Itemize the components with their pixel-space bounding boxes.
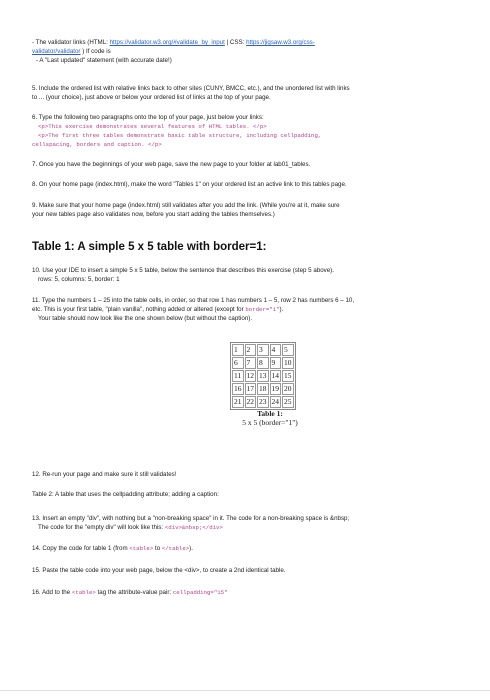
step12-line: 12. Re-run your page and make sure it still validates!: [32, 471, 177, 478]
step16-code-cellpadding: cellpadding="15": [172, 589, 228, 596]
table-cell: 21: [234, 397, 242, 406]
step6-code2: <p>The first three tables demonstrate basic table structure, including cellpadding,: [38, 132, 322, 139]
step14-code-open: <table>: [129, 545, 154, 552]
table-cell: 11: [232, 370, 244, 382]
bottom-divider: [0, 690, 490, 691]
step10-line1: 10. Use your IDE to insert a simple 5 x 5 table, below the sentence that describes this exercise (step 5 above).: [32, 267, 334, 274]
table-row: [232, 344, 294, 356]
step14-text-b: to: [153, 545, 162, 552]
table-cell: 1: [232, 344, 244, 356]
table-cell: 10: [284, 358, 292, 367]
step13-div-code: <div>&nbsp;</div>: [164, 524, 223, 531]
step13-line1: 13. Insert an empty "div", with nothing but a "non-breaking space" in it. The code for a non-breaking space is &nbsp;: [32, 515, 350, 522]
table-cell: 12: [246, 371, 254, 380]
step5-line2: to ... (your choice), just above or below your ordered list of links at the top of your page.: [32, 94, 271, 101]
table-cell: 24: [271, 397, 279, 406]
step5-line1: 5. Include the ordered list with relative links back to other sites (CUNY, BMCC, etc.), and the unordered list with links: [32, 85, 350, 92]
step16-code-table: <table>: [71, 589, 96, 596]
step13-line2: [38, 523, 223, 532]
validator-suffix: ) If code is: [80, 48, 111, 55]
table-cell: 15: [284, 371, 292, 380]
step14-code-close: </table>: [161, 545, 190, 552]
table-cell: 16: [234, 384, 242, 393]
table2-line: Table 2: A table that uses the cellpadding attribute; adding a caption:: [32, 491, 219, 498]
table-row: [232, 396, 294, 408]
last-updated-line: - A "Last updated" statement (with accurate date!): [36, 57, 172, 64]
step6-code1: <p>This exercise demonstrates several features of HTML tables. </p>: [38, 123, 267, 130]
sample-table: [230, 342, 296, 410]
table-cell: 9: [270, 357, 282, 369]
step14-text-c: ).: [189, 545, 193, 552]
table-cell: 17: [246, 384, 254, 393]
step11-line2: [32, 305, 462, 314]
table-caption-sub: 5 x 5 (border="1"): [242, 418, 298, 427]
css-validator-link-b[interactable]: validator/validator: [32, 48, 81, 55]
table-cell: 3: [257, 344, 269, 356]
html-validator-link[interactable]: https://validator.w3.org/#validate_by_input: [109, 39, 225, 46]
validator-sep: | CSS:: [224, 39, 247, 46]
table-row: [232, 383, 294, 395]
step11-line2-text: etc. This is your first table, "plain vanilla", nothing added or altered (except for: [32, 306, 246, 313]
validator-links-line: [32, 38, 462, 47]
validator-links-line2: [32, 47, 462, 56]
step7-line: 7. Once you have the beginnings of your web page, save the new page to your folder at lab01_tables.: [32, 161, 311, 168]
table-cell: 4: [270, 344, 282, 356]
step14-text-a: 14. Copy the code for table 1 (from: [32, 545, 130, 552]
step9-line1: 9. Make sure that your home page (index.html) still validates after you add the link. (While you're at it, make sure: [32, 202, 340, 209]
table-cell: 6: [232, 357, 244, 369]
table-cell: 13: [259, 371, 267, 380]
table-cell: 25: [284, 397, 292, 406]
step16-text-a: 16. Add to the: [32, 589, 72, 596]
table-cell: 8: [257, 357, 269, 369]
step15-line: 15. Paste the table code into your web page, below the <div>, to create a 2nd identical table.: [32, 567, 286, 574]
validator-prefix: - The validator links (HTML:: [32, 39, 110, 46]
step6-code3: cellspacing, borders and caption. </p>: [32, 141, 162, 148]
table-cell: 20: [284, 384, 292, 393]
table-cell: 2: [245, 344, 257, 356]
step10-line2: rows: 5, columns: 5, border: 1: [38, 276, 120, 283]
step9-line2: your new tables page also validates now, before you start adding the tables themselves.): [32, 211, 275, 218]
step16-text-b: tag the attribute-value pair:: [95, 589, 173, 596]
table-cell: 18: [259, 384, 267, 393]
step16-line: [32, 588, 462, 597]
table-cell: 19: [271, 384, 279, 393]
table-caption-title: Table 1:: [257, 409, 283, 418]
table-cell: 14: [271, 371, 279, 380]
table-cell: 22: [246, 397, 254, 406]
step8-line: 8. On your home page (index.html), make the word "Tables 1" on your ordered list an active link to this tables page.: [32, 181, 347, 188]
step11-line2-end: ).: [279, 306, 284, 313]
table-row: [232, 357, 294, 369]
table-cell: 5: [282, 344, 294, 356]
table-cell: 23: [259, 397, 267, 406]
step14-line: [32, 544, 462, 553]
table-cell: 7: [245, 357, 257, 369]
table-row: [232, 370, 294, 382]
step11-line3: Your table should now look like the one shown below (but without the caption).: [38, 315, 253, 322]
section-heading: Table 1: A simple 5 x 5 table with border=1:: [32, 241, 267, 253]
step13-line2-text: The code for the "empty div" will look like this:: [38, 524, 165, 531]
css-validator-link-a[interactable]: https://jigsaw.w3.org/css-: [246, 39, 315, 46]
step11-line1: 11. Type the numbers 1 – 25 into the table cells, in order, so that row 1 has numbers 1 – 5, row 2 has numbers 6 – 10,: [32, 297, 355, 304]
step11-border-code: border="1": [245, 306, 280, 313]
step6-line1: 6. Type the following two paragraphs onto the top of your page, just below your links:: [32, 114, 264, 121]
